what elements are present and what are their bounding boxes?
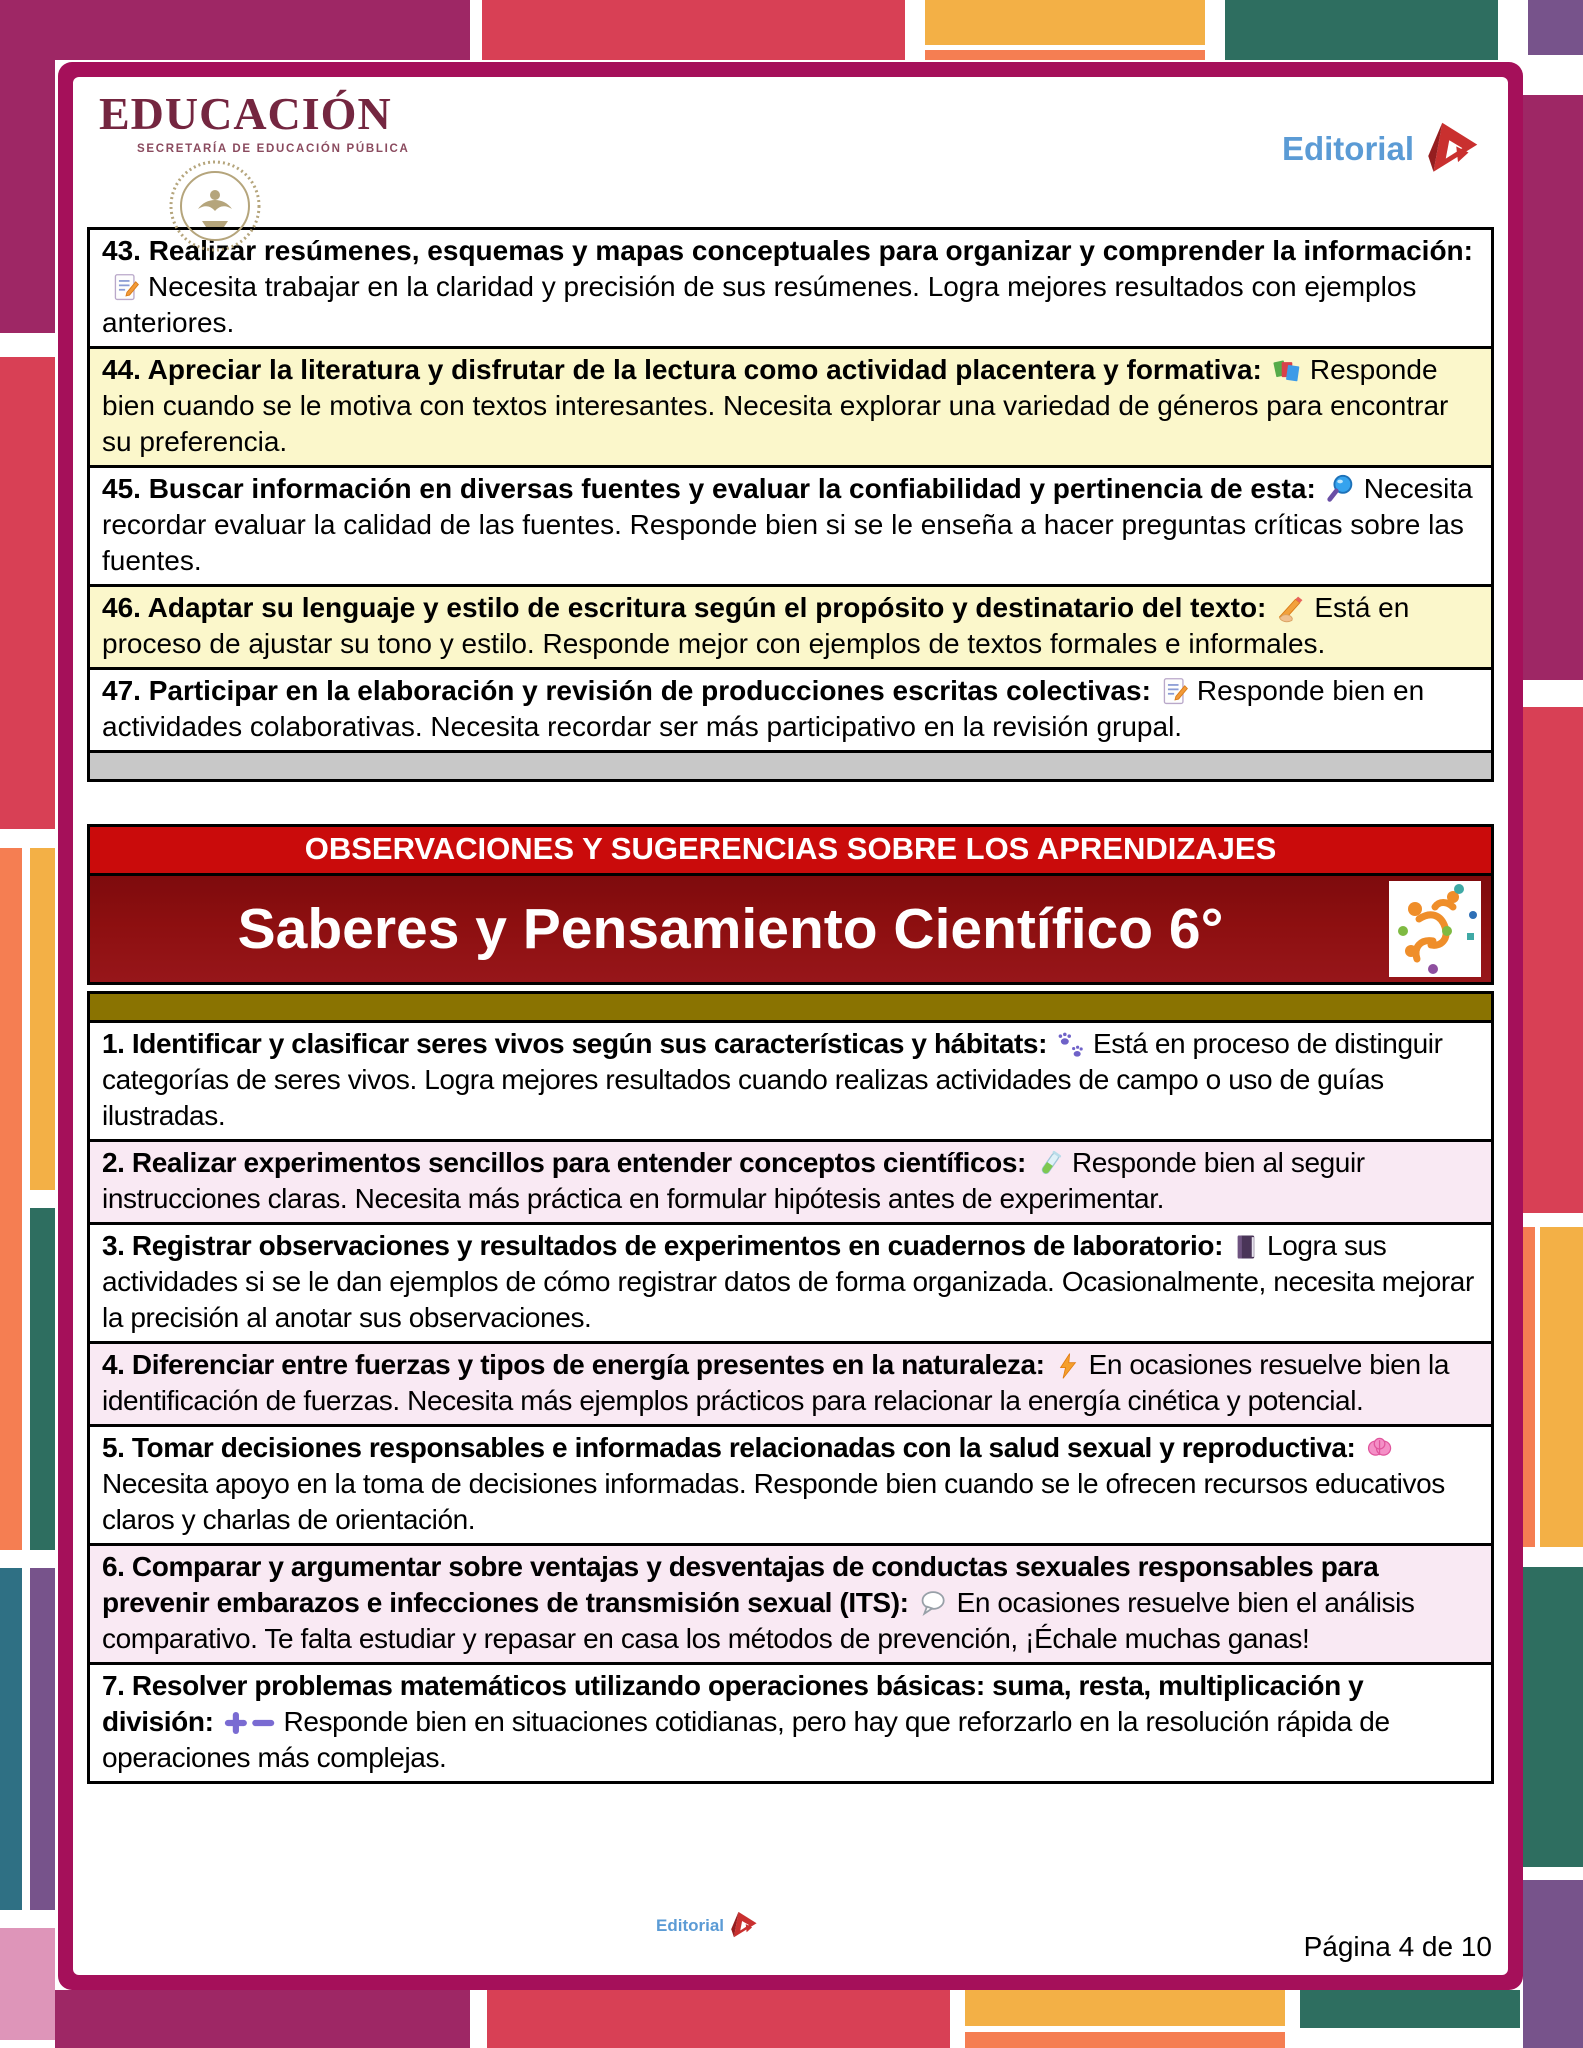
plus-minus-icon	[223, 1708, 277, 1738]
memo-icon	[111, 273, 141, 303]
md-triangle-icon	[1422, 121, 1480, 177]
row-title: 7. Resolver problemas matemáticos utilizando operaciones básicas: suma, resta, multiplicación y división:	[102, 1670, 1364, 1737]
border-tile	[1300, 1990, 1520, 2028]
row-title: 46. Adaptar su lenguaje y estilo de escritura según el propósito y destinatario del texto:	[102, 592, 1267, 623]
table-row	[90, 667, 1491, 750]
border-tile	[965, 1990, 1285, 2026]
section-title: Saberes y Pensamiento Científico 6°	[237, 897, 1224, 961]
table-row	[90, 230, 1491, 346]
border-tile	[1528, 0, 1583, 55]
sep-subtitle: SECRETARÍA DE EDUCACIÓN PÚBLICA	[137, 143, 410, 155]
row-title: 2. Realizar experimentos sencillos para entender conceptos científicos:	[102, 1147, 1026, 1178]
paw-icon	[1056, 1030, 1086, 1060]
science-observations-table	[87, 1023, 1494, 1784]
row-title: 6. Comparar y argumentar sobre ventajas y desventajas de conductas sexuales responsables para prevenir embarazos e infecciones de transmisión sexual (ITS):	[102, 1551, 1379, 1618]
section-banner: OBSERVACIONES Y SUGERENCIAS SOBRE LOS APRENDIZAJES	[90, 827, 1491, 876]
row-title: 47. Participar en la elaboración y revisión de producciones escritas colectivas:	[102, 675, 1151, 706]
science-figures-icon	[1389, 881, 1481, 977]
border-tile	[30, 1208, 55, 1550]
row-desc: Logra sus actividades si se le dan ejemplos de cómo registrar datos de forma organizada. Ocasionalmente, necesita mejorar la precisión al anotar sus observaciones.	[102, 1230, 1474, 1333]
editorial-md-logo-footer	[656, 1911, 758, 1940]
row-desc: Está en proceso de ajustar su tono y estilo. Responde mejor con ejemplos de textos formales e informales.	[102, 592, 1410, 659]
border-tile	[1523, 1227, 1535, 1547]
test-tube-icon	[1035, 1149, 1065, 1179]
table-row	[90, 465, 1491, 584]
border-tile	[0, 1928, 55, 2040]
row-title: 44. Apreciar la literatura y disfrutar de la lectura como actividad placentera y formativa:	[102, 354, 1262, 385]
editorial-md-wordmark: Editorial	[1281, 130, 1414, 167]
row-desc: Necesita trabajar en la claridad y precisión de sus resúmenes. Logra mejores resultados con ejemplos anteriores.	[102, 271, 1417, 338]
border-tile	[925, 50, 1205, 60]
row-title: 5. Tomar decisiones responsables e informadas relacionadas con la salud sexual y reproductiva:	[102, 1432, 1356, 1463]
border-tile	[0, 0, 55, 333]
border-tile	[1540, 1227, 1583, 1547]
row-desc: En ocasiones resuelve bien el análisis comparativo. Te falta estudiar y repasar en casa los métodos de prevención, ¡Échale muchas ganas!	[102, 1587, 1415, 1654]
md-triangle-icon	[728, 1911, 758, 1940]
border-tile	[1523, 707, 1583, 1213]
border-tile	[1523, 1567, 1583, 1867]
border-tile	[1523, 95, 1583, 680]
row-title: 43. Realizar resúmenes, esquemas y mapas conceptuales para organizar y comprender la información:	[102, 235, 1473, 266]
language-observations-table	[87, 227, 1494, 782]
border-tile	[30, 848, 55, 1190]
sep-wordmark: EDUCACIÓN	[99, 88, 392, 139]
table-row	[90, 1341, 1491, 1424]
row-desc: Responde bien cuando se le motiva con textos interesantes. Necesita explorar una variedad de géneros para encontrar su preferencia.	[102, 354, 1449, 457]
table-row	[90, 1222, 1491, 1341]
border-tile	[0, 1568, 22, 1910]
sep-seal-icon	[168, 159, 263, 254]
writing-hand-icon	[1275, 594, 1307, 624]
row-desc: Responde bien en actividades colaborativas. Necesita recordar ser más participativo en la revisión grupal.	[102, 675, 1425, 742]
border-tile	[55, 0, 470, 60]
brain-icon	[1364, 1434, 1396, 1464]
border-tile	[1523, 1880, 1583, 2048]
row-title: 45. Buscar información en diversas fuentes y evaluar la confiabilidad y pertinencia de esta:	[102, 473, 1316, 504]
table-row	[90, 1543, 1491, 1662]
border-tile	[965, 2032, 1285, 2048]
table-row	[90, 1023, 1491, 1139]
row-desc: Responde bien en situaciones cotidianas, pero hay que reforzarlo en la resolución rápida de operaciones más complejas.	[102, 1706, 1390, 1773]
section-title-block	[90, 876, 1491, 982]
row-desc: En ocasiones resuelve bien la identificación de fuerzas. Necesita más ejemplos prácticos para relacionar la energía cinética y potencial.	[102, 1349, 1450, 1416]
olive-divider-bar	[87, 991, 1494, 1023]
table-row	[90, 1424, 1491, 1543]
memo-icon	[1160, 677, 1190, 707]
border-tile	[30, 1568, 55, 1910]
lightning-icon	[1054, 1351, 1082, 1381]
border-tile	[482, 0, 905, 60]
page-frame	[58, 62, 1523, 1990]
document-page	[73, 77, 1508, 1975]
border-tile	[487, 1990, 950, 2048]
border-tile	[925, 0, 1205, 45]
table-row	[90, 1139, 1491, 1222]
table-row	[90, 346, 1491, 465]
editorial-md-wordmark: Editorial	[656, 1915, 725, 1935]
border-tile	[0, 848, 22, 1550]
table-row	[90, 1662, 1491, 1781]
books-icon	[1271, 356, 1303, 386]
table-footer-bar	[90, 750, 1491, 779]
page-footer	[73, 1899, 1508, 1971]
editorial-md-logo	[1282, 121, 1480, 177]
row-title: 1. Identificar y clasificar seres vivos según sus características y hábitats:	[102, 1028, 1048, 1059]
border-tile	[1225, 0, 1498, 60]
border-tile	[55, 1990, 470, 2048]
row-title: 4. Diferenciar entre fuerzas y tipos de energía presentes en la naturaleza:	[102, 1349, 1045, 1380]
notebook-icon	[1232, 1232, 1260, 1262]
page-number: Página 4 de 10	[1303, 1931, 1492, 1962]
table-row	[90, 584, 1491, 667]
row-desc: Necesita apoyo en la toma de decisiones informadas. Responde bien cuando se le ofrecen recursos educativos claros y charlas de orientación.	[102, 1468, 1445, 1535]
row-desc: Está en proceso de distinguir categorías de seres vivos. Logra mejores resultados cuando realizas actividades de campo o uso de guías ilustradas.	[102, 1028, 1443, 1131]
science-section-header	[87, 824, 1494, 985]
magnifier-icon	[1325, 473, 1357, 505]
page-header	[73, 87, 1508, 227]
border-tile	[0, 357, 55, 829]
row-desc: Responde bien al seguir instrucciones claras. Necesita más práctica en formular hipótesis antes de experimentar.	[102, 1147, 1365, 1214]
speech-icon	[918, 1589, 950, 1619]
row-title: 3. Registrar observaciones y resultados de experimentos en cuadernos de laboratorio:	[102, 1230, 1224, 1261]
row-desc: Necesita recordar evaluar la calidad de las fuentes. Responde bien si se le enseña a hacer preguntas críticas sobre las fuentes.	[102, 473, 1473, 576]
